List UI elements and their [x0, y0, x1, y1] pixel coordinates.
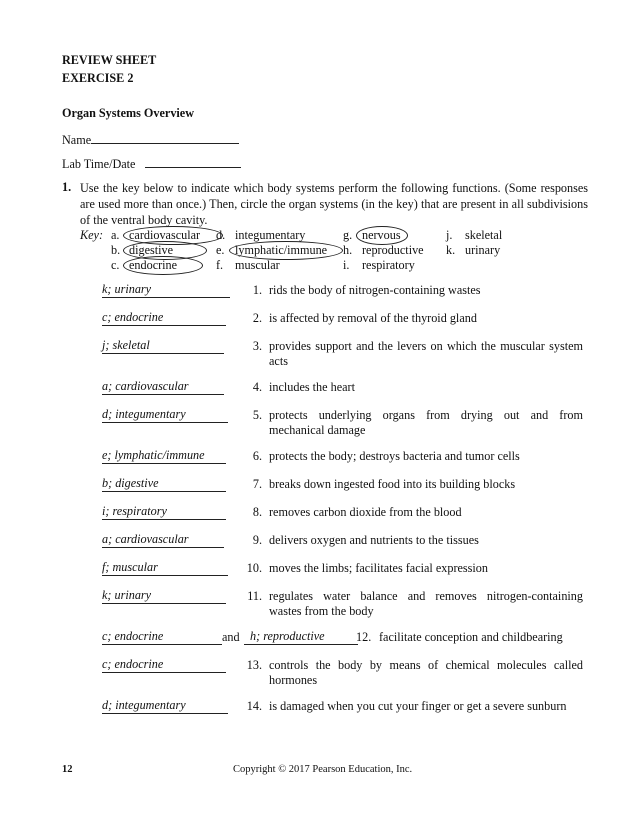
- key-item-nervous: nervous: [362, 228, 401, 242]
- answer-blank-2[interactable]: h; reproductive: [244, 630, 358, 645]
- answer-blank[interactable]: c; endocrine: [102, 630, 222, 645]
- key-letter: i.: [343, 258, 350, 272]
- item-statement: facilitate conception and childbearing: [379, 630, 563, 644]
- item-number: 2.: [252, 311, 262, 325]
- item-number: 3.: [252, 339, 262, 353]
- key-item-skeletal: skeletal: [465, 228, 503, 242]
- item-statement: removes carbon dioxide from the blood: [269, 505, 462, 519]
- answer-blank[interactable]: c; endocrine: [102, 658, 226, 673]
- answer-blank[interactable]: k; urinary: [102, 283, 230, 298]
- answer-blank[interactable]: c; endocrine: [102, 311, 226, 326]
- item-statement: rids the body of nitrogen-containing wastes: [269, 283, 481, 297]
- hand-drawn-circle: [123, 256, 203, 275]
- key-letter: g.: [343, 228, 353, 242]
- item-number: 14.: [246, 699, 262, 713]
- labtime-field[interactable]: [62, 155, 241, 172]
- key-item-reproductive: reproductive: [362, 243, 424, 257]
- answer-blank[interactable]: f; muscular: [102, 561, 228, 576]
- key-letter: f.: [216, 258, 224, 272]
- item-statement: delivers oxygen and nutrients to the tissues: [269, 533, 479, 547]
- item-number: 9.: [252, 533, 262, 547]
- key-item-cardiovascular: cardiovascular: [129, 228, 201, 242]
- key-item-respiratory: respiratory: [362, 258, 415, 272]
- answer-blank[interactable]: d; integumentary: [102, 699, 228, 714]
- item-number: 12.: [356, 630, 372, 644]
- item-statement: provides support and the levers on which the muscular system acts: [269, 339, 583, 368]
- item-number: 5.: [252, 408, 262, 422]
- item-statement: protects underlying organs from drying out and from mechanical damage: [269, 408, 583, 437]
- labtime-label: Lab Time/Date: [62, 157, 136, 171]
- key-letter: k.: [446, 243, 456, 257]
- item-number: 10.: [246, 561, 262, 575]
- item-number: 8.: [252, 505, 262, 519]
- answer-blank[interactable]: j; skeletal: [102, 339, 224, 354]
- answer-blank[interactable]: a; cardiovascular: [102, 380, 224, 395]
- item-statement: protects the body; destroys bacteria and tumor cells: [269, 449, 520, 463]
- key-letter: d.: [216, 228, 226, 242]
- and-connector: and: [222, 630, 240, 644]
- review-sheet-title: REVIEW SHEET: [62, 53, 157, 67]
- answer-blank[interactable]: i; respiratory: [102, 505, 226, 520]
- exercise-title: EXERCISE 2: [62, 71, 134, 85]
- item-number: 1.: [252, 283, 262, 297]
- item-statement: is damaged when you cut your finger or get a severe sunburn: [269, 699, 567, 713]
- answer-blank[interactable]: e; lymphatic/immune: [102, 449, 226, 464]
- item-number: 6.: [252, 449, 262, 463]
- key-item-endocrine: endocrine: [129, 258, 178, 272]
- key-letter: c.: [111, 258, 120, 272]
- key-letter: h.: [343, 243, 353, 257]
- key-item-integumentary: integumentary: [235, 228, 306, 242]
- item-number: 4.: [252, 380, 262, 394]
- item-statement: includes the heart: [269, 380, 355, 394]
- item-number: 7.: [252, 477, 262, 491]
- answer-blank[interactable]: a; cardiovascular: [102, 533, 224, 548]
- item-statement: regulates water balance and removes nitrogen-containing wastes from the body: [269, 589, 583, 618]
- key-item-muscular: muscular: [235, 258, 280, 272]
- question-text: Use the key below to indicate which body systems perform the following functions. (Some responses are used more than once.) Then, circle the organ systems (in the key) that are present in all subdivisions of the ventral body cavity.: [80, 181, 588, 227]
- copyright-text: Copyright © 2017 Pearson Education, Inc.: [233, 764, 413, 775]
- item-number: 13.: [246, 658, 262, 672]
- answer-blank[interactable]: d; integumentary: [102, 408, 228, 423]
- question-number: 1.: [62, 180, 72, 194]
- page-number: 12: [62, 764, 73, 775]
- item-statement: controls the body by means of chemical molecules called hormones: [269, 658, 583, 687]
- key-item-urinary: urinary: [465, 243, 501, 257]
- answer-blank[interactable]: k; urinary: [102, 589, 226, 604]
- answer-blank[interactable]: b; digestive: [102, 477, 226, 492]
- key-letter: a.: [111, 228, 120, 242]
- key-item-digestive: digestive: [129, 243, 174, 257]
- name-label: Name: [62, 133, 92, 147]
- item-statement: moves the limbs; facilitates facial expression: [269, 561, 488, 575]
- key-letter: b.: [111, 243, 121, 257]
- section-title: Organ Systems Overview: [62, 106, 195, 120]
- item-number: 11.: [247, 589, 262, 603]
- key-letter: e.: [216, 243, 225, 257]
- labtime-blank[interactable]: [145, 155, 241, 168]
- item-statement: is affected by removal of the thyroid gland: [269, 311, 477, 325]
- key-label: Key:: [80, 228, 104, 242]
- name-field[interactable]: [62, 131, 239, 148]
- key-letter: j.: [446, 228, 453, 242]
- item-statement: breaks down ingested food into its building blocks: [269, 477, 516, 491]
- key-item-lymphatic-immune: lymphatic/immune: [235, 243, 328, 257]
- name-blank[interactable]: [91, 131, 239, 144]
